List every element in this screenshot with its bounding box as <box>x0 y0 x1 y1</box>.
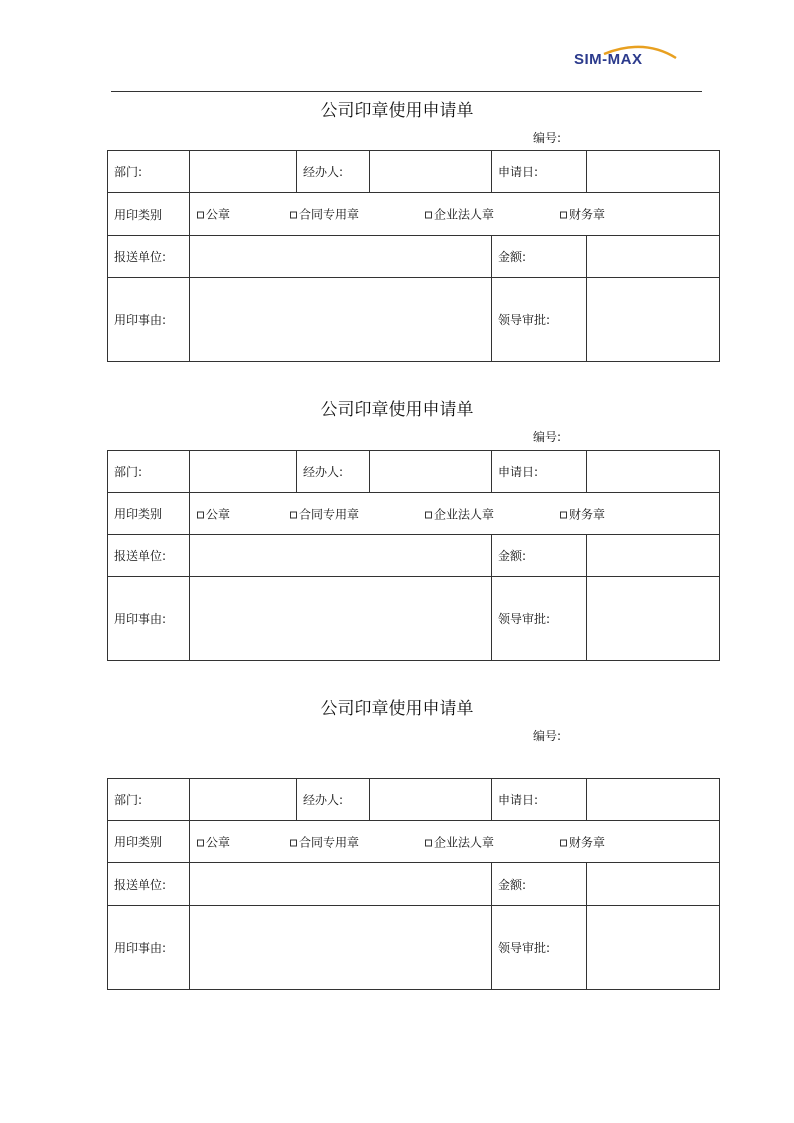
form-title: 公司印章使用申请单 <box>320 699 474 719</box>
department-label: 部门: <box>108 779 190 821</box>
amount-field[interactable] <box>587 236 720 278</box>
submit-unit-field[interactable] <box>190 863 492 906</box>
checkbox-icon <box>197 839 204 846</box>
seal-option-label: 公章 <box>206 835 231 849</box>
handler-label: 经办人: <box>297 779 370 821</box>
seal-type-label: 用印类别 <box>108 821 190 863</box>
seal-option-checkbox[interactable] <box>290 833 359 850</box>
apply-date-label: 申请日: <box>492 779 587 821</box>
department-field[interactable] <box>190 451 297 493</box>
checkbox-icon <box>560 212 567 219</box>
seal-option-label: 企业法人章 <box>434 207 495 222</box>
reason-label: 用印事由: <box>108 278 190 362</box>
reason-label: 用印事由: <box>108 577 190 661</box>
checkbox-icon <box>290 839 297 846</box>
checkbox-icon <box>425 511 432 518</box>
apply-date-field[interactable] <box>587 779 720 821</box>
checkbox-icon <box>425 839 432 846</box>
department-field[interactable] <box>190 779 297 821</box>
seal-type-label: 用印类别 <box>108 193 190 236</box>
application-form-table <box>107 150 720 362</box>
seal-option-label: 合同专用章 <box>299 507 360 521</box>
checkbox-icon <box>425 212 432 219</box>
seal-option-label: 企业法人章 <box>434 507 495 521</box>
seal-option-label: 财务章 <box>569 835 606 849</box>
seal-option-checkbox[interactable] <box>425 833 494 850</box>
seal-option-checkbox[interactable] <box>425 206 494 223</box>
submit-unit-label: 报送单位: <box>108 535 190 577</box>
seal-option-label: 财务章 <box>569 207 606 222</box>
submit-unit-label: 报送单位: <box>108 236 190 278</box>
reason-label: 用印事由: <box>108 906 190 990</box>
seal-option-label: 合同专用章 <box>299 835 360 849</box>
number-label: 编号: <box>533 430 562 444</box>
amount-label: 金额: <box>492 535 587 577</box>
submit-unit-field[interactable] <box>190 535 492 577</box>
checkbox-icon <box>290 511 297 518</box>
seal-option-checkbox[interactable] <box>197 505 230 522</box>
amount-field[interactable] <box>587 535 720 577</box>
approval-field[interactable] <box>587 278 720 362</box>
company-logo <box>574 42 678 72</box>
department-field[interactable] <box>190 151 297 193</box>
approval-label: 领导审批: <box>492 906 587 990</box>
header-rule <box>111 91 702 92</box>
seal-type-label: 用印类别 <box>108 493 190 535</box>
apply-date-field[interactable] <box>587 451 720 493</box>
approval-field[interactable] <box>587 577 720 661</box>
department-label: 部门: <box>108 151 190 193</box>
checkbox-icon <box>560 839 567 846</box>
handler-field[interactable] <box>370 779 492 821</box>
approval-label: 领导审批: <box>492 577 587 661</box>
amount-label: 金额: <box>492 863 587 906</box>
reason-field[interactable] <box>190 906 492 990</box>
handler-label: 经办人: <box>297 451 370 493</box>
apply-date-field[interactable] <box>587 151 720 193</box>
seal-option-checkbox[interactable] <box>425 505 494 522</box>
checkbox-icon <box>197 212 204 219</box>
number-label: 编号: <box>533 729 562 743</box>
seal-option-checkbox[interactable] <box>560 833 605 850</box>
seal-option-checkbox[interactable] <box>197 206 230 223</box>
form-title: 公司印章使用申请单 <box>320 400 474 420</box>
seal-option-checkbox[interactable] <box>560 505 605 522</box>
seal-option-checkbox[interactable] <box>290 505 359 522</box>
seal-option-label: 公章 <box>206 207 231 222</box>
reason-field[interactable] <box>190 577 492 661</box>
logo-text: SIM-MAX <box>574 51 643 68</box>
seal-option-checkbox[interactable] <box>290 206 359 223</box>
seal-option-label: 企业法人章 <box>434 835 495 849</box>
checkbox-icon <box>560 511 567 518</box>
submit-unit-field[interactable] <box>190 236 492 278</box>
seal-option-label: 公章 <box>206 507 231 521</box>
checkbox-icon <box>197 511 204 518</box>
seal-option-label: 合同专用章 <box>299 207 360 222</box>
apply-date-label: 申请日: <box>492 451 587 493</box>
handler-field[interactable] <box>370 151 492 193</box>
application-form-table <box>107 450 720 661</box>
apply-date-label: 申请日: <box>492 151 587 193</box>
reason-field[interactable] <box>190 278 492 362</box>
handler-label: 经办人: <box>297 151 370 193</box>
application-form-table <box>107 778 720 990</box>
checkbox-icon <box>290 212 297 219</box>
seal-option-checkbox[interactable] <box>560 206 605 223</box>
amount-field[interactable] <box>587 863 720 906</box>
submit-unit-label: 报送单位: <box>108 863 190 906</box>
amount-label: 金额: <box>492 236 587 278</box>
handler-field[interactable] <box>370 451 492 493</box>
number-label: 编号: <box>533 131 562 145</box>
seal-option-checkbox[interactable] <box>197 833 230 850</box>
approval-label: 领导审批: <box>492 278 587 362</box>
form-title: 公司印章使用申请单 <box>320 101 474 121</box>
department-label: 部门: <box>108 451 190 493</box>
seal-option-label: 财务章 <box>569 507 606 521</box>
approval-field[interactable] <box>587 906 720 990</box>
